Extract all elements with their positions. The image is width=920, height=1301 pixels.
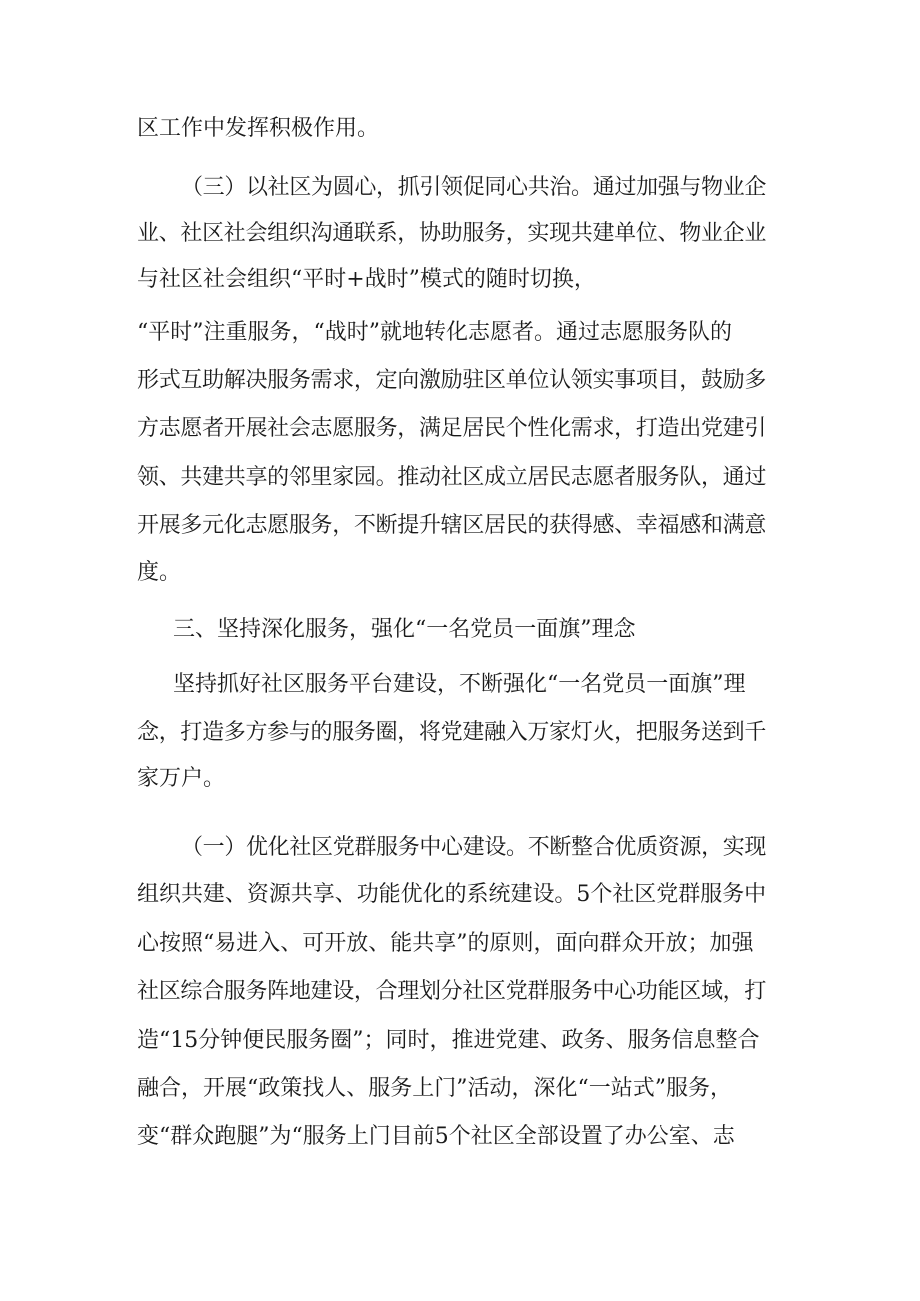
text-line-16: 组织共建、资源共享、功能优化的系统建设。5个社区党群服务中 (137, 882, 767, 907)
text-line-1: 区工作中发挥积极作用。 (137, 116, 380, 141)
text-line-7: 方志愿者开展社会志愿服务，满足居民个性化需求，打造出党建引 (137, 416, 767, 441)
text-line-15: （一）优化社区党群服务中心建设。不断整合优质资源，实现 (181, 835, 767, 860)
text-line-17: 心按照“易进入、可开放、能共享”的原则，面向群众开放；加强 (137, 931, 754, 956)
text-line-3: 业、社区社会组织沟通联系，协助服务，实现共建单位、物业企业 (137, 221, 767, 246)
text-line-2: （三）以社区为圆心，抓引领促同心共治。通过加强与物业企 (181, 175, 767, 200)
text-line-20: 融合，开展“政策找人、服务上门”活动，深化“一站式”服务， (137, 1076, 732, 1101)
text-line-12: 坚持抓好社区服务平台建设，不断强化“一名党员一面旗”理 (173, 672, 746, 697)
text-line-4: 与社区社会组织“平时+战时”模式的随时切换， (137, 267, 596, 292)
text-line-8: 领、共建共享的邻里家园。推动社区成立居民志愿者服务队，通过 (137, 465, 767, 490)
text-line-5: “平时”注重服务，“战时”就地转化志愿者。通过志愿服务队的 (137, 320, 732, 345)
section-heading: 三、坚持深化服务，强化“一名党员一面旗”理念 (173, 617, 636, 642)
text-line-19: 造“15分钟便民服务圈”；同时，推进党建、政务、服务信息整合 (137, 1028, 760, 1053)
text-line-6: 形式互助解决服务需求，定向激励驻区单位认领实事项目，鼓励多 (137, 368, 767, 393)
text-line-13: 念，打造多方参与的服务圈，将党建融入万家灯火，把服务送到千 (137, 720, 767, 745)
text-line-9: 开展多元化志愿服务，不断提升辖区居民的获得感、幸福感和满意 (137, 513, 767, 538)
text-line-14: 家万户。 (137, 766, 226, 791)
text-line-10: 度。 (137, 560, 182, 585)
text-line-21: 变“群众跑腿”为“服务上门目前5个社区全部设置了办公室、志 (137, 1124, 735, 1149)
text-line-18: 社区综合服务阵地建设，合理划分社区党群服务中心功能区域，打 (137, 979, 767, 1004)
